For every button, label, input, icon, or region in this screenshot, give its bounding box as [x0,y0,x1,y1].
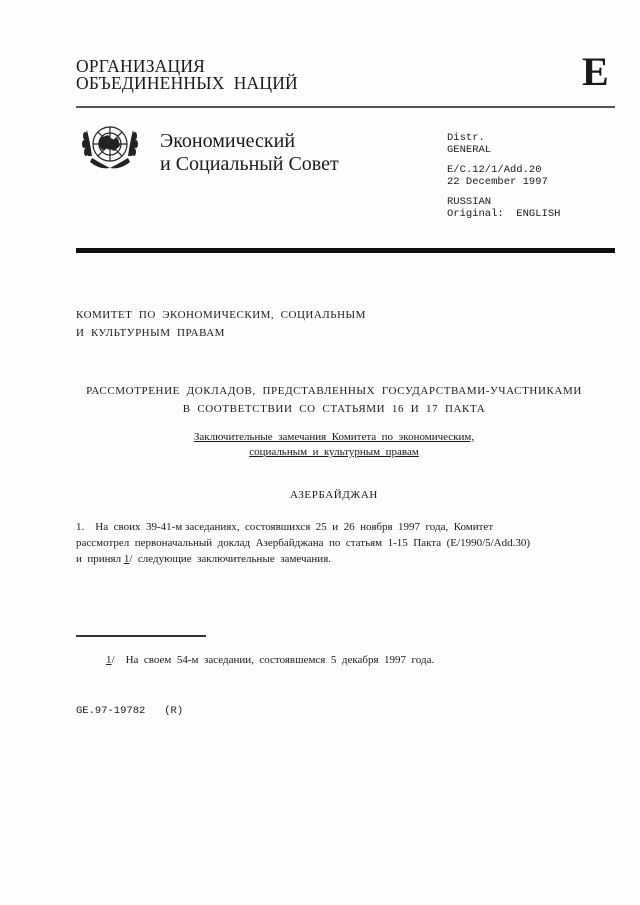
country-heading: АЗЕРБАЙДЖАН [290,489,378,501]
header-thick-divider [76,248,615,253]
job-number: GE.97-19782 (R) [76,705,184,717]
footnote: 1/ На своем 54-м заседании, состоявшемся 5 декабря 1997 года. [106,654,435,666]
language-mark: E [582,49,609,94]
subtitle-line-1: Заключительные замечания Комитета по экономическим, [193,431,475,443]
paragraph-line-1: 1. На своих 39-41-м заседаниях, состоявшихся 25 и 26 ноября 1997 года, Комитет [76,521,494,533]
council-line-1: Экономический [160,130,296,152]
original-language: Original: ENGLISH [447,207,561,220]
footnote-reference-link[interactable]: 1 [123,553,130,565]
paragraph-1 [76,519,530,567]
footnote-number: 1 [106,654,112,666]
title-line-1: РАССМОТРЕНИЕ ДОКЛАДОВ, ПРЕДСТАВЛЕННЫХ ГОСУДАРСТВАМИ-УЧАСТНИКАМИ [86,385,582,397]
footnote-text: На своем 54-м заседании, состоявшемся 5 декабря 1997 года. [114,654,435,666]
title-line-2: В СООТВЕТСТВИИ СО СТАТЬЯМИ 16 И 17 ПАКТА [182,403,486,415]
document-title [76,382,592,418]
subtitle-line-2: социальным и культурным правам [249,446,419,458]
footnote-divider [76,635,206,637]
council-line-2: и Социальный Совет [160,153,339,175]
document-subtitle [76,430,592,460]
committee-line-1: КОМИТЕТ ПО ЭКОНОМИЧЕСКИМ, СОЦИАЛЬНЫМ [76,309,366,321]
committee-line-2: И КУЛЬТУРНЫМ ПРАВАМ [76,327,225,339]
distr-label: Distr. [447,132,485,144]
paragraph-line-3: и принял 1/ следующие заключительные замечания. [76,553,332,565]
document-language: RUSSIAN [447,196,492,208]
organization-line-1: ОРГАНИЗАЦИЯ [76,56,206,76]
document-meta [447,133,560,220]
organization-name [76,58,298,92]
document-symbol: E/C.12/1/Add.20 [447,164,542,176]
header-divider [76,106,615,108]
organization-line-2: ОБЪЕДИНЕННЫХ НАЦИЙ [76,73,298,93]
paragraph-line-2: рассмотрел первоначальный доклад Азербайджана по статьям 1-15 Пакта (E/1990/5/Add.30) [76,537,531,549]
council-name [160,130,339,176]
un-emblem-icon [78,118,142,176]
document-date: 22 December 1997 [447,175,548,188]
distr-value: GENERAL [447,143,492,156]
committee-name [76,306,366,342]
